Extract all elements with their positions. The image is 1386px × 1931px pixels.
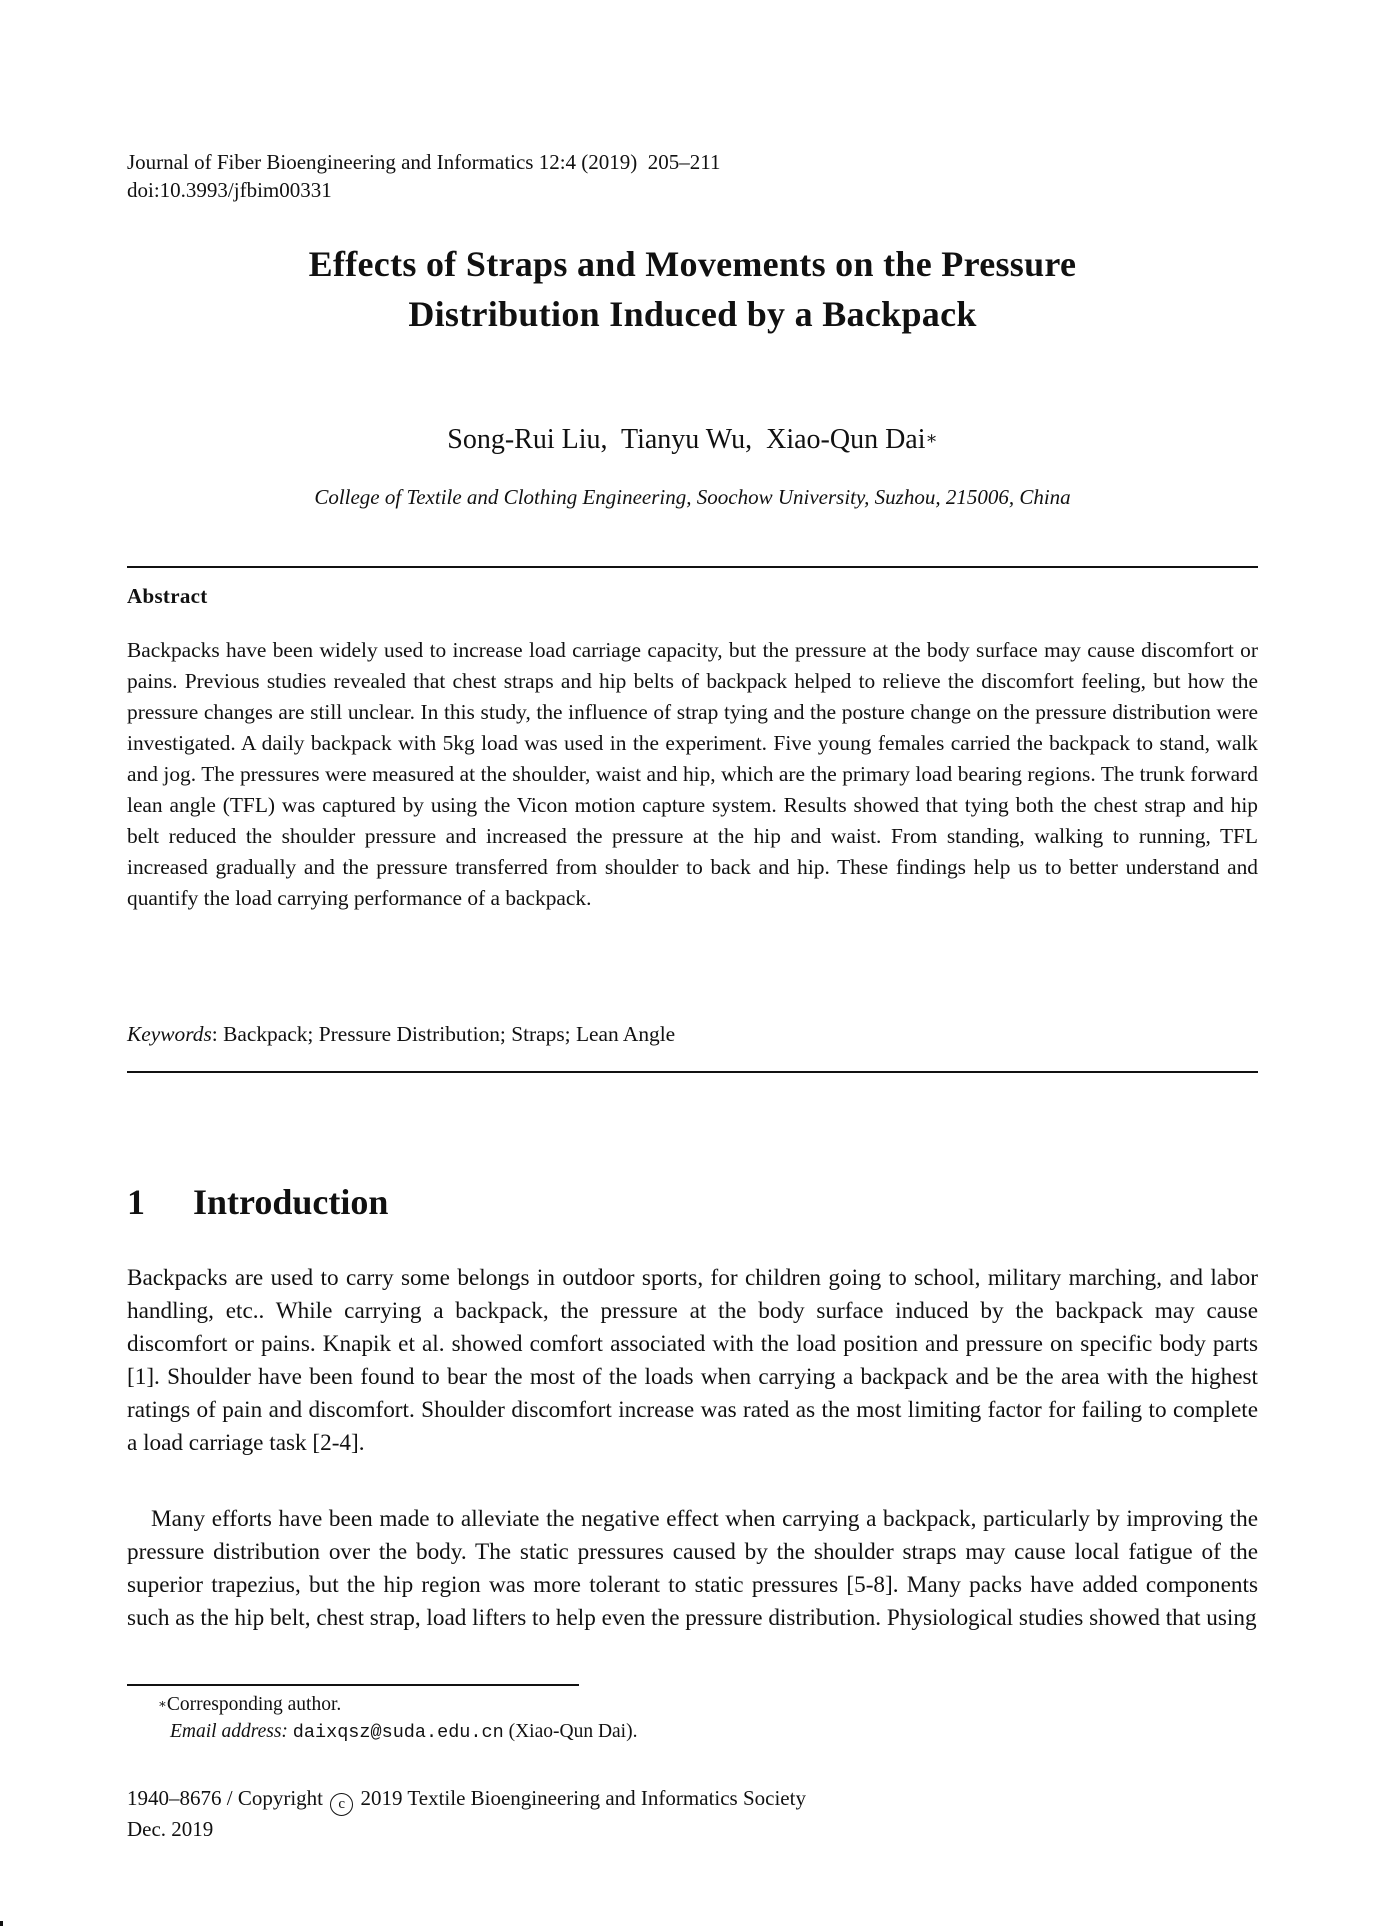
email-owner: (Xiao-Qun Dai). xyxy=(503,1721,638,1742)
keywords xyxy=(127,1020,675,1048)
abstract-top-rule xyxy=(127,566,1258,568)
issue-date: Dec. 2019 xyxy=(127,1817,214,1841)
keywords-label: Keywords xyxy=(127,1022,212,1046)
author-names: Song-Rui Liu, Tianyu Wu, Xiao-Qun Dai xyxy=(447,424,926,455)
copyright-footer xyxy=(127,1785,806,1843)
intro-paragraph-1: Backpacks are used to carry some belongs in outdoor sports, for children going to school, military marching, and labor handling, etc.. While carrying a backpack, the pressure at the body surface induced by the backpack may cause discomfort or pains. Knapik et al. showed comfort associated with the load position and pressure on specific body parts [1]. Shoulder have been found to bear the most of the loads when carrying a backpack and be the area with the highest ratings of pain and discomfort. Shoulder discomfort increase was rated as the most limiting factor for failing to complete a load carriage task [2-4]. xyxy=(127,1265,1258,1456)
email-label: Email address: xyxy=(170,1721,288,1742)
copyright-icon: c xyxy=(330,1793,353,1816)
section-number: 1 xyxy=(127,1182,145,1222)
doi: doi:10.3993/jfbim00331 xyxy=(127,178,332,202)
abstract-heading: Abstract xyxy=(127,584,208,608)
footnote-corresponding xyxy=(158,1691,341,1718)
footnote-corresponding-text: Corresponding author. xyxy=(166,1694,342,1715)
keywords-values: : Backpack; Pressure Distribution; Straps; Lean Angle xyxy=(211,1022,676,1046)
author-list xyxy=(127,422,1258,458)
copyright-owner: 2019 Textile Bioengineering and Informatics Society xyxy=(360,1786,806,1810)
journal-citation: Journal of Fiber Bioengineering and Informatics 12:4 (2019) 205–211 xyxy=(127,150,721,174)
section-title: Introduction xyxy=(193,1182,389,1222)
intro-paragraph-2: Many efforts have been made to alleviate the negative effect when carrying a backpack, particularly by improving the pressure distribution over the body. The static pressures caused by the shoulder straps may cause local fatigue of the superior trapezius, but the hip region was more tolerant to static pressures [5-8]. Many packs have added components such as the hip belt, chest strap, load lifters to help even the pressure distribution. Physiological studies showed that using xyxy=(127,1506,1258,1631)
scan-edge-mark xyxy=(0,1921,3,1926)
title-line-1: Effects of Straps and Movements on the Pressure xyxy=(308,244,1077,284)
paper-title xyxy=(127,239,1258,339)
title-line-2: Distribution Induced by a Backpack xyxy=(408,294,977,334)
email-address[interactable]: daixqsz@suda.edu.cn xyxy=(292,1722,504,1743)
affiliation: College of Textile and Clothing Engineering, Soochow University, Suzhou, 215006, China xyxy=(314,485,1071,509)
footnote-marker: ∗ xyxy=(158,1696,167,1711)
issn-text: 1940–8676 / Copyright xyxy=(127,1786,324,1810)
journal-header xyxy=(127,148,721,204)
section-heading xyxy=(127,1180,388,1224)
footnote-email xyxy=(170,1718,637,1746)
abstract-text: Backpacks have been widely used to increase load carriage capacity, but the pressure at the body surface may cause discomfort or pains. Previous studies revealed that chest straps and hip belts of backpack helped to relieve the discomfort feeling, but how the pressure changes are still unclear. In this study, the influence of strap tying and the posture change on the pressure distribution were investigated. A daily backpack with 5kg load was used in the experiment. Five young females carried the backpack to stand, walk and jog. The pressures were measured at the shoulder, waist and hip, which are the primary load bearing regions. The trunk forward lean angle (TFL) was captured by using the Vicon motion capture system. Results showed that tying both the chest strap and hip belt reduced the shoulder pressure and increased the pressure at the hip and waist. From standing, walking to running, TFL increased gradually and the pressure transferred from shoulder to back and hip. These findings help us to better understand and quantify the load carrying performance of a backpack. xyxy=(127,638,1258,910)
abstract-bottom-rule xyxy=(127,1071,1258,1073)
copyright-line xyxy=(127,1785,806,1816)
footnote-rule xyxy=(127,1684,579,1686)
corresponding-marker: ∗ xyxy=(925,428,938,448)
